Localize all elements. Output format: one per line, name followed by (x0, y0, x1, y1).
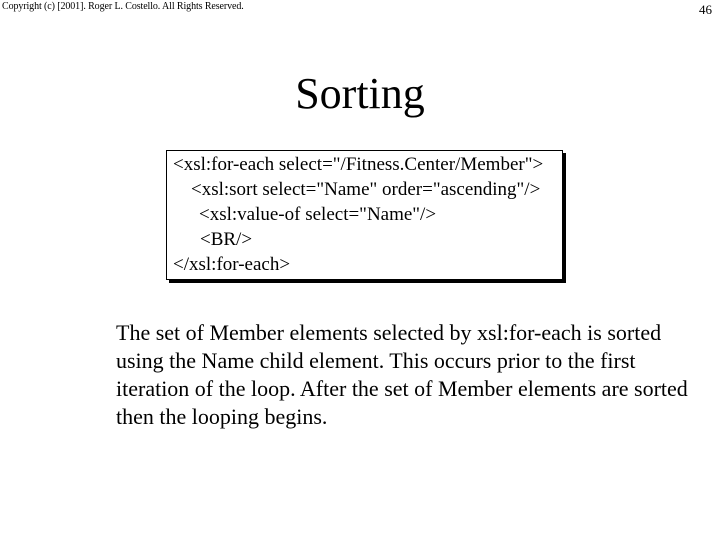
code-line-for-each-close: </xsl:for-each> (173, 254, 291, 275)
slide-title: Sorting (295, 69, 425, 118)
code-line-sort: <xsl:sort select="Name" order="ascending"/> (191, 179, 541, 200)
code-example-box (166, 150, 563, 280)
page-number: 46 (699, 2, 712, 17)
code-line-value-of: <xsl:value-of select="Name"/> (199, 204, 437, 225)
code-line-br: <BR/> (200, 229, 253, 250)
copyright-notice: Copyright (c) [2001]. Roger L. Costello. All Rights Reserved. (2, 1, 244, 12)
code-line-for-each-open: <xsl:for-each select="/Fitness.Center/Member"> (173, 154, 544, 175)
description-paragraph: The set of Member elements selected by xsl:for-each is sorted using the Name child element. This occurs prior to the first iteration of the loop. After the set of Member elements are sorted then the looping begins. (116, 320, 688, 429)
